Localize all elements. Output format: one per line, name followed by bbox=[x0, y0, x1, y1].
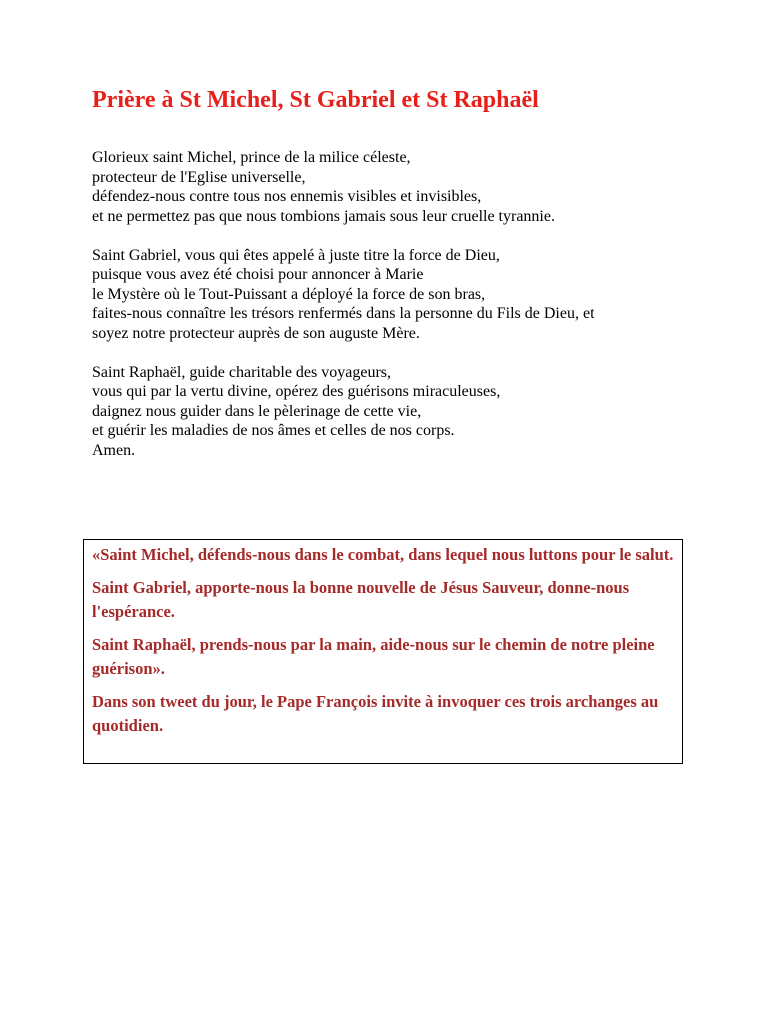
prayer-line: protecteur de l'Eglise universelle, bbox=[92, 168, 306, 186]
stanza-saint-gabriel bbox=[92, 246, 712, 344]
stanza-saint-raphael bbox=[92, 363, 712, 461]
quote-saint-raphael: Saint Raphaël, prends-nous par la main, aide-nous sur le chemin de notre pleine guérison». bbox=[92, 635, 655, 678]
quote-pope-tweet-note: Dans son tweet du jour, le Pape François invite à invoquer ces trois archanges au quotidien. bbox=[92, 692, 659, 735]
prayer-line: puisque vous avez été choisi pour annoncer à Marie bbox=[92, 266, 424, 283]
prayer-line: Glorieux saint Michel, prince de la milice céleste, bbox=[92, 149, 411, 166]
prayer-line: soyez notre protecteur auprès de son auguste Mère. bbox=[92, 324, 420, 342]
prayer-line: daignez nous guider dans le pèlerinage de cette vie, bbox=[92, 402, 422, 420]
quote-saint-gabriel: Saint Gabriel, apporte-nous la bonne nouvelle de Jésus Sauveur, donne-nous l'espérance. bbox=[92, 578, 630, 621]
prayer-line: Saint Gabriel, vous qui êtes appelé à juste titre la force de Dieu, bbox=[92, 246, 500, 264]
prayer-line: défendez-nous contre tous nos ennemis visibles et invisibles, bbox=[92, 188, 482, 205]
prayer-line: et guérir les maladies de nos âmes et celles de nos corps. bbox=[92, 422, 455, 439]
prayer-line: Saint Raphaël, guide charitable des voyageurs, bbox=[92, 363, 392, 381]
quote-saint-michel: «Saint Michel, défends-nous dans le combat, dans lequel nous luttons pour le salut. bbox=[92, 545, 674, 564]
quote-box bbox=[83, 539, 683, 764]
page-title: Prière à St Michel, St Gabriel et St Raphaël bbox=[92, 87, 539, 113]
stanza-saint-michel bbox=[92, 148, 712, 226]
prayer-line: et ne permettez pas que nous tombions jamais sous leur cruelle tyrannie. bbox=[92, 207, 555, 225]
prayer-line: faites-nous connaître les trésors renfermés dans la personne du Fils de Dieu, et bbox=[92, 305, 595, 322]
prayer-amen: Amen. bbox=[92, 441, 136, 459]
prayer-text bbox=[92, 148, 712, 480]
prayer-line: le Mystère où le Tout-Puissant a déployé la force de son bras, bbox=[92, 285, 486, 303]
prayer-line: vous qui par la vertu divine, opérez des guérisons miraculeuses, bbox=[92, 383, 501, 400]
